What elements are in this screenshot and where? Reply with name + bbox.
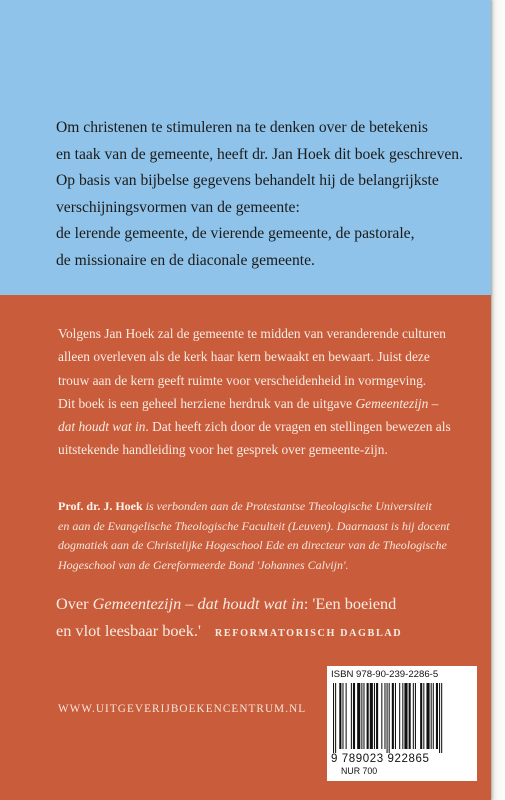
quote-prefix: Over: [56, 594, 93, 613]
book-title-italic: Gemeentezijn –: [355, 395, 439, 411]
isbn-number: ISBN 978-90-239-2286-5: [331, 669, 439, 680]
page-edge: [491, 0, 505, 800]
description-text: Dit boek is een geheel herziene herdruk van de uitgave: [58, 395, 356, 411]
blurb-text: [56, 115, 463, 274]
blurb-line: de lerende gemeente, de vierende gemeente, de pastorale,: [56, 225, 415, 242]
author-bio-line: en aan de Evangelische Theologische Faculteit (Leuven). Daarnaast is hij docent: [58, 518, 450, 533]
author-bio-line: dogmatiek aan de Christelijke Hogeschool Ede en directeur van de Theologische: [58, 538, 447, 552]
description-line: trouw aan de kern geeft ruimte voor verscheidenheid in vormgeving.: [58, 372, 427, 388]
author-bio-text: is verbonden aan de Protestantse Theologische Universiteit: [142, 499, 432, 513]
author-bio: [58, 497, 450, 575]
blurb-line: Op basis van bijbelse gegevens behandelt hij de belangrijkste: [56, 172, 439, 189]
description-line: uitstekende handleiding voor het gesprek over gemeente-zijn.: [58, 442, 388, 458]
description-text: . Dat heeft zich door de vragen en stellingen bewezen als: [145, 419, 451, 435]
book-title-italic: dat houdt wat in: [58, 419, 146, 435]
author-bio-line: [58, 497, 450, 517]
blurb-line: en taak van de gemeente, heeft dr. Jan Hoek dit boek geschreven.: [56, 145, 464, 163]
barcode-bars: [331, 683, 473, 753]
author-name: Prof. dr. J. Hoek: [58, 499, 143, 513]
quote-source: REFORMATORISCH DAGBLAD: [214, 628, 403, 639]
description-line: [58, 415, 451, 438]
quote-text: : 'Een boeiend: [303, 594, 397, 613]
quote-book-title: Gemeentezijn – dat houdt wat in: [92, 594, 304, 613]
review-quote-line: [56, 621, 402, 641]
review-quote-line: [56, 594, 396, 614]
description-paragraph: [58, 322, 451, 462]
description-line: [58, 392, 451, 415]
author-bio-line: Hogeschool van de Gereformeerde Bond 'Johannes Calvijn'.: [58, 557, 349, 572]
description-line: alleen overleven als de kerk haar kern bewaakt en bewaart. Juist deze: [58, 349, 430, 365]
quote-text: en vlot leesbaar boek.': [56, 621, 201, 640]
blurb-line: Om christenen te stimuleren na te denken over de betekenis: [56, 119, 428, 136]
blurb-line: de missionaire en de diaconale gemeente.: [56, 251, 315, 269]
blurb-panel: [0, 0, 491, 295]
nur-code: NUR 700: [341, 766, 378, 776]
barcode-digits: 9 789023 922865: [331, 753, 430, 765]
blurb-line: verschijningsvormen van de gemeente:: [56, 198, 300, 216]
isbn-barcode: [327, 666, 477, 781]
publisher-website[interactable]: WWW.UITGEVERIJBOEKENCENTRUM.NL: [58, 703, 307, 715]
description-line: Volgens Jan Hoek zal de gemeente te midden van veranderende culturen: [58, 326, 446, 341]
